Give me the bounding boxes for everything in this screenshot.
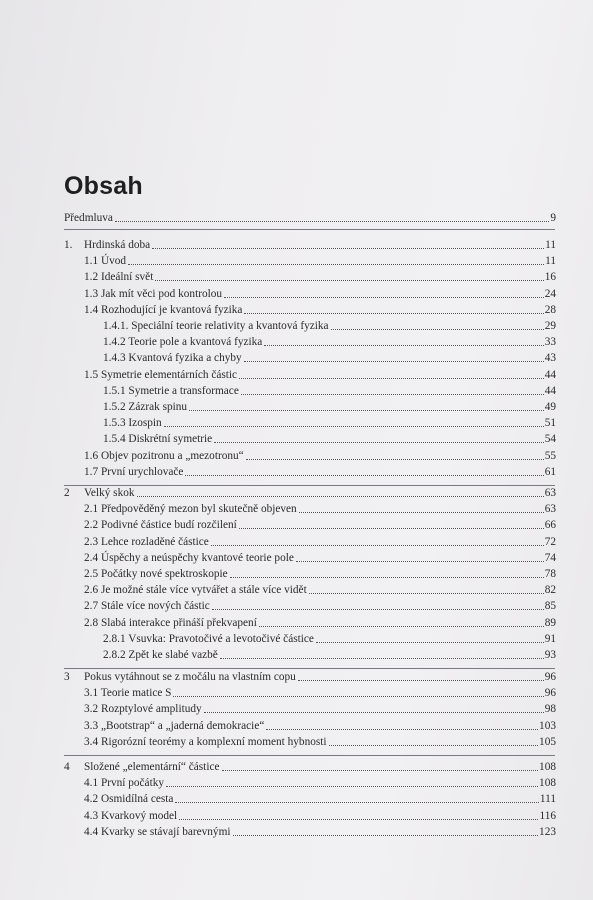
entry-title: 3.4 Rigorózní teorémy a komplexní moment hybnosti [84,736,327,748]
dot-leader [164,425,544,427]
dot-leader [155,279,543,281]
entry-title: 4.1 První počátky [84,777,165,789]
toc-entry-section [84,790,556,806]
entry-title: Pokus vytáhnout se z močálu na vlastním copu [84,671,296,683]
toc-entry-section [84,549,556,565]
toc-entry-section [84,500,556,516]
entry-title: 1.5.4 Diskrétní symetrie [103,433,213,445]
toc-entry-section [84,252,556,268]
dot-leader [241,393,544,395]
section-divider [64,755,555,756]
entry-title: 2.8.2 Zpět ke slabé vazbě [103,649,218,661]
toc-entry-subsection [103,333,556,349]
dot-leader [246,458,544,460]
section-divider [64,229,555,230]
page-title: Obsah [64,172,143,200]
dot-leader [222,769,539,771]
entry-page-number: 82 [544,584,556,596]
dot-leader [244,360,544,362]
entry-title: 2.7 Stále více nových částic [84,600,210,612]
entry-title: 2.8.1 Vsuvka: Pravotočivé a levotočivé částice [103,633,314,645]
dot-leader [179,818,538,820]
entry-title: 1.5.1 Symetrie a transformace [103,385,239,397]
toc-entry-preface [64,209,556,225]
entry-title: 2.3 Lehce rozladěné částice [84,536,209,548]
entry-title: 4.2 Osmidílná cesta [84,793,174,805]
toc-entry-section [84,565,556,581]
entry-page-number: 66 [544,519,556,531]
entry-page-number: 63 [544,487,556,499]
entry-title: 4.3 Kvarkový model [84,810,178,822]
entry-page-number: 43 [544,352,556,364]
dot-leader [166,785,538,787]
dot-leader [309,592,544,594]
dot-leader [259,625,544,627]
dot-leader [298,679,544,681]
entry-title: 1.5.2 Zázrak spinu [103,401,188,413]
entry-page-number: 93 [544,649,556,661]
entry-title: 1.4.1. Speciální teorie relativity a kvantová fyzika [103,320,329,332]
dot-leader [329,744,539,746]
entry-page-number: 44 [544,385,556,397]
toc-entry-subsection [103,414,556,430]
dot-leader [230,576,544,578]
toc-entry-section [84,807,556,823]
dot-leader [266,728,538,730]
entry-title: 1.4.3 Kvantová fyzika a chyby [103,352,242,364]
entry-title: 2.4 Úspěchy a neúspěchy kvantové teorie pole [84,552,294,564]
toc-entry-section [84,463,556,479]
entry-page-number: 74 [544,552,556,564]
entry-page-number: 89 [544,617,556,629]
entry-title: 1.1 Úvod [84,255,127,267]
entry-page-number: 61 [544,466,556,478]
toc-entry-section [84,268,556,284]
toc-entry-section [84,684,556,700]
dot-leader [204,711,544,713]
entry-page-number: 105 [539,736,556,748]
entry-title: 2.6 Je možné stále více vytvářet a stále více vidět [84,584,307,596]
toc-entry-subsection [103,398,556,414]
entry-page-number: 16 [544,271,556,283]
entry-page-number: 98 [544,703,556,715]
entry-title: 1.5 Symetrie elementárních částic [84,369,238,381]
entry-title: Složené „elementární“ částice [84,761,220,773]
entry-title: 3.1 Teorie matice S [84,687,172,699]
dot-leader [331,328,544,330]
toc-entry-section [84,366,556,382]
entry-page-number: 96 [544,671,556,683]
dot-leader [152,247,544,249]
toc-entry-section [84,447,556,463]
entry-page-number: 11 [545,239,556,251]
toc-entry-section [84,823,556,839]
entry-title: 3.3 „Bootstrap“ a „jaderná demokracie“ [84,720,265,732]
dot-leader [239,377,544,379]
dot-leader [244,312,543,314]
dot-leader [264,344,543,346]
toc-entry-subsection [103,646,556,662]
entry-page-number: 51 [544,417,556,429]
chapter-number: 2 [64,487,70,499]
dot-leader [224,296,544,298]
entry-title: 1.5.3 Izospin [103,417,162,429]
chapter-number: 3 [64,671,70,683]
entry-page-number: 29 [544,320,556,332]
entry-page-number: 63 [544,503,556,515]
toc-entry-subsection [103,382,556,398]
entry-title: 2.1 Předpověděný mezon byl skutečně objeven [84,503,297,515]
dot-leader [220,657,544,659]
dot-leader [239,527,544,529]
toc-entry-section [84,700,556,716]
entry-title: 1.3 Jak mít věci pod kontrolou [84,288,223,300]
entry-title: 2.8 Slabá interakce přináší překvapení [84,617,257,629]
entry-title: 1.4.2 Teorie pole a kvantová fyzika [103,336,263,348]
toc-entry-chapter [84,236,556,252]
toc-entry-section [84,597,556,613]
entry-title: 1.4 Rozhodující je kvantová fyzika [84,304,243,316]
toc-entry-section [84,614,556,630]
entry-page-number: 9 [550,212,556,224]
toc-entry-section [84,733,556,749]
entry-page-number: 91 [544,633,556,645]
entry-title: Předmluva [64,212,113,224]
entry-page-number: 33 [544,336,556,348]
toc-entry-section [84,516,556,532]
toc-entry-section [84,581,556,597]
entry-page-number: 85 [544,600,556,612]
entry-title: 1.7 První urychlovače [84,466,184,478]
entry-page-number: 11 [545,255,556,267]
toc-entry-chapter [84,668,556,684]
entry-page-number: 24 [544,288,556,300]
entry-title: 4.4 Kvarky se stávají barevnými [84,826,231,838]
entry-page-number: 78 [544,568,556,580]
entry-page-number: 49 [544,401,556,413]
dot-leader [137,495,544,497]
entry-page-number: 55 [544,450,556,462]
dot-leader [189,409,544,411]
dot-leader [214,441,544,443]
entry-page-number: 123 [539,826,556,838]
dot-leader [233,834,539,836]
dot-leader [115,220,549,222]
toc-entry-subsection [103,317,556,333]
entry-title: Hrdinská doba [84,239,151,251]
toc-entry-section [84,717,556,733]
toc-entry-subsection [103,349,556,365]
dot-leader [185,474,543,476]
entry-title: 1.6 Objev pozitronu a „mezotronu“ [84,450,244,462]
toc-entry-subsection [103,630,556,646]
toc-entry-chapter [84,484,556,500]
entry-page-number: 44 [544,369,556,381]
entry-page-number: 116 [539,810,556,822]
entry-page-number: 111 [539,793,556,805]
dot-leader [175,801,538,803]
entry-title: 2.5 Počátky nové spektroskopie [84,568,228,580]
dot-leader [128,263,544,265]
entry-page-number: 96 [544,687,556,699]
entry-title: 1.2 Ideální svět [84,271,154,283]
dot-leader [212,608,544,610]
dot-leader [316,641,544,643]
entry-page-number: 28 [544,304,556,316]
entry-page-number: 72 [544,536,556,548]
entry-page-number: 108 [539,777,556,789]
toc-entry-section [84,285,556,301]
entry-title: 2.2 Podivné částice budí rozčilení [84,519,237,531]
toc-entry-section [84,774,556,790]
toc-entry-section [84,533,556,549]
toc-entry-section [84,301,556,317]
dot-leader [296,560,544,562]
entry-page-number: 54 [544,433,556,445]
entry-page-number: 103 [539,720,556,732]
entry-page-number: 108 [539,761,556,773]
toc-entry-subsection [103,430,556,446]
toc-entry-chapter [84,758,556,774]
chapter-number: 4 [64,761,70,773]
entry-title: Velký skok [84,487,135,499]
dot-leader [299,511,544,513]
dot-leader [211,544,544,546]
chapter-number: 1. [64,239,73,251]
dot-leader [173,695,543,697]
entry-title: 3.2 Rozptylové amplitudy [84,703,202,715]
